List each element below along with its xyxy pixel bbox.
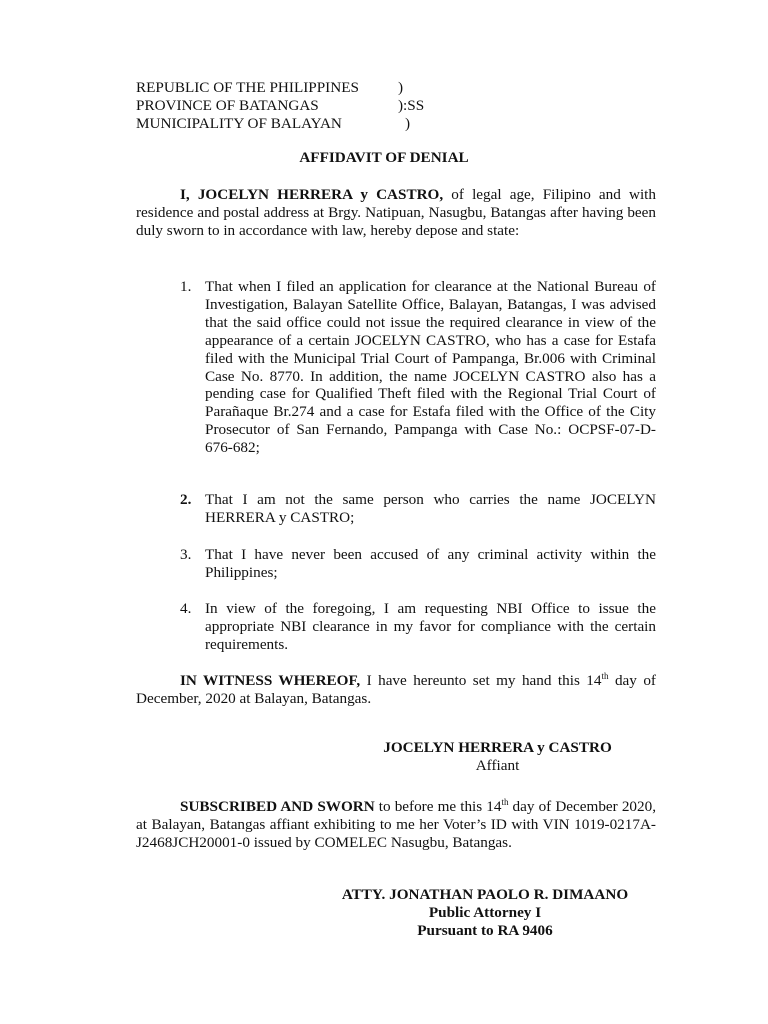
- list-item-3: 3. That I have never been accused of any criminal activity within the Philippines;: [180, 546, 656, 581]
- venue-line-province: PROVINCE OF BATANGAS ):SS: [136, 96, 425, 114]
- witness-paragraph: IN WITNESS WHEREOF, I have hereunto set my hand this 14th day of December, 2020 at Balayan, Batangas.: [136, 670, 656, 707]
- affiant-name-intro: I, JOCELYN HERRERA y CASTRO,: [180, 186, 444, 203]
- notary-authority: Pursuant to RA 9406: [417, 922, 553, 939]
- affiant-label: Affiant: [475, 757, 520, 774]
- list-item-4: 4. In view of the foregoing, I am requesting NBI Office to issue the appropriate NBI clearance in my favor for compliance with the certain requirements.: [180, 600, 656, 653]
- document-title: AFFIDAVIT OF DENIAL: [299, 149, 469, 166]
- jurat-paragraph: SUBSCRIBED AND SWORN to before me this 14th day of December 2020, at Balayan, Batangas affiant exhibiting to me her Voter’s ID with VIN 1019-0217A-J2468JCH20001-0 issued by COMELEC Nasugbu, Batangas.: [136, 796, 656, 851]
- intro-paragraph: I, JOCELYN HERRERA y CASTRO, of legal age, Filipino and with residence and postal address at Brgy. Natipuan, Nasugbu, Batangas after having been duly sworn to in accordance with law, hereby depose and state:: [136, 186, 656, 239]
- venue-line-municipality: MUNICIPALITY OF BALAYAN ): [136, 114, 411, 132]
- notary-title: Public Attorney I: [428, 904, 542, 921]
- list-item-2: 2. That I am not the same person who carries the name JOCELYN HERRERA y CASTRO;: [180, 491, 656, 526]
- list-item-1: 1. That when I filed an application for clearance at the National Bureau of Investigation, Balayan Satellite Office, Balayan, Batangas, I was advised that the said office could not issue the required clearance in view of the appearance of a certain JOCELYN CASTRO, who has a case for Estafa filed with the Municipal Trial Court of Pampanga, Br.006 with Criminal Case No. 8770. In addition, the name JOCELYN CASTRO also has a pending case for Qualified Theft filed with the Regional Trial Court of Parañaque Br.274 and a case for Estafa filed with the Office of the City Prosecutor of San Fernando, Pampanga with Case No.: OCPSF-07-D-676-682;: [180, 278, 656, 457]
- affiant-signature-name: JOCELYN HERRERA y CASTRO: [383, 739, 612, 756]
- venue-line-republic: REPUBLIC OF THE PHILIPPINES ): [136, 79, 404, 96]
- venue-block: [136, 79, 425, 133]
- notary-name: ATTY. JONATHAN PAOLO R. DIMAANO: [341, 886, 629, 903]
